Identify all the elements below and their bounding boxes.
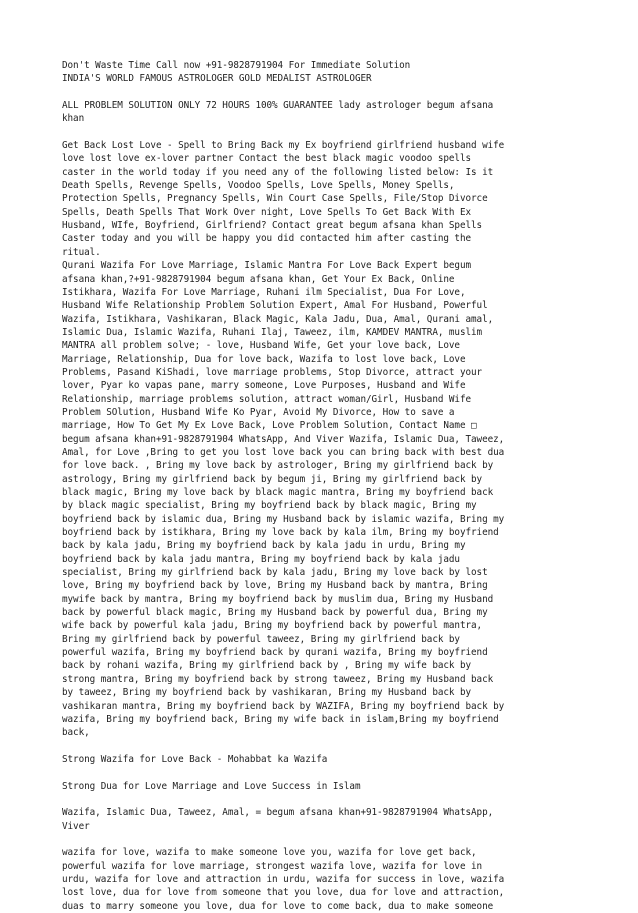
text-line: INDIA'S WORLD FAMOUS ASTROLOGER GOLD MEDALIST ASTROLOGER	[62, 73, 372, 85]
text-line: for love back. , Bring my love back by astrologer, Bring my girlfriend back by	[62, 460, 494, 472]
text-line: boyfriend back by istikhara, Bring my love back by kala ilm, Bring my boyfriend	[62, 527, 499, 539]
text-line: Problem SOlution, Husband Wife Ko Pyar, Avoid My Divorce, How to save a	[62, 406, 455, 418]
text-line: Wazifa, Islamic Dua, Taweez, Amal, = begum afsana khan+91-9828791904 WhatsApp,	[62, 807, 494, 819]
text-line: ALL PROBLEM SOLUTION ONLY 72 HOURS 100% GUARANTEE lady astrologer begum afsana	[62, 100, 494, 112]
text-line: MANTRA all problem solve; - love, Husband Wife, Get your love back, Love	[62, 340, 460, 352]
text-line: love, Bring my boyfriend back by love, Bring my Husband back by mantra, Bring	[62, 580, 488, 592]
text-line: Amal, for Love ,Bring to get you lost love back you can bring back with best dua	[62, 446, 505, 458]
text-line: begum afsana khan+91-9828791904 WhatsApp, And Viver Wazifa, Islamic Dua, Taweez,	[62, 433, 505, 445]
text-line: Bring my girlfriend back by powerful taweez, Bring my girlfriend back by	[62, 633, 460, 645]
text-line: afsana khan,?+91-9828791904 begum afsana khan, Get Your Ex Back, Online	[62, 273, 455, 285]
text-line: boyfriend back by islamic dua, Bring my Husband back by islamic wazifa, Bring my	[62, 513, 505, 525]
text-line: Husband Wife Relationship Problem Solution Expert, Amal For Husband, Powerful	[62, 300, 488, 312]
text-line: by taweez, Bring my boyfriend back by vashikaran, Bring my Husband back by	[62, 687, 472, 699]
text-line: wife back by powerful kala jadu, Bring my boyfriend back by powerful mantra,	[62, 620, 483, 632]
text-line: Viver	[62, 820, 90, 832]
text-line: astrology, Bring my girlfriend back by begum ji, Bring my girlfriend back by	[62, 473, 483, 485]
text-line: Don't Waste Time Call now +91-9828791904 For Immediate Solution	[62, 60, 411, 71]
text-line: Husband, WIfe, Boyfriend, Girlfriend? Contact great begum afsana khan Spells	[62, 220, 483, 232]
text-line: back by powerful black magic, Bring my Husband back by powerful dua, Bring my	[62, 607, 488, 619]
text-line: Get Back Lost Love - Spell to Bring Back my Ex boyfriend girlfriend husband wife	[62, 140, 505, 152]
text-line: Wazifa, Istikhara, Vashikaran, Black Magic, Kala Jadu, Dua, Amal, Qurani amal,	[62, 313, 494, 325]
text-line: lost love, dua for love from someone that you love, dua for love and attraction,	[62, 887, 505, 899]
text-line: specialist, Bring my girlfriend back by kala jadu, Bring my love back by lost	[62, 567, 488, 579]
text-line: duas to marry someone you love, dua for love to come back, dua to make someone	[62, 900, 494, 912]
text-line: Strong Dua for Love Marriage and Love Success in Islam	[62, 780, 361, 792]
text-line: Islamic Dua, Islamic Wazifa, Ruhani Ilaj, Taweez, ilm, KAMDEV MANTRA, muslim	[62, 326, 483, 338]
text-line: Protection Spells, Pregnancy Spells, Win Court Case Spells, File/Stop Divorce	[62, 193, 488, 205]
text-line: Caster today and you will be happy you did contacted him after casting the	[62, 233, 472, 245]
text-line: wazifa, Bring my boyfriend back, Bring my wife back in islam,Bring my boyfriend	[62, 713, 499, 725]
text-line: back by rohani wazifa, Bring my girlfriend back by , Bring my wife back by	[62, 660, 472, 672]
text-line: Relationship, marriage problems solution, attract woman/Girl, Husband Wife	[62, 393, 472, 405]
paragraph-strong-dua	[62, 780, 580, 793]
paragraph-contact	[62, 806, 580, 833]
text-line: boyfriend back by kala jadu mantra, Bring my boyfriend back by kala jadu	[62, 553, 460, 565]
text-line: Strong Wazifa for Love Back - Mohabbat ka Wazifa	[62, 753, 328, 765]
text-line: urdu, wazifa for love and attraction in urdu, wazifa for success in love, wazifa	[62, 873, 505, 885]
paragraph-header	[62, 59, 580, 86]
text-line: by black magic specialist, Bring my boyfriend back by black magic, Bring my	[62, 500, 477, 512]
paragraph-strong-wazifa	[62, 753, 580, 766]
text-line: back,	[62, 727, 90, 739]
text-line: strong mantra, Bring my boyfriend back by strong taweez, Bring my Husband back	[62, 673, 494, 685]
text-line: powerful wazifa for love marriage, strongest wazifa love, wazifa for love in	[62, 860, 483, 872]
text-line: Istikhara, Wazifa For Love Marriage, Ruhani ilm Specialist, Dua For Love,	[62, 286, 466, 298]
text-line: black magic, Bring my love back by black magic mantra, Bring my boyfriend back	[62, 487, 494, 498]
text-line: Spells, Death Spells That Work Over night, Love Spells To Get Back With Ex	[62, 206, 472, 218]
paragraph-guarantee	[62, 99, 580, 126]
paragraph-get-back-lost-love	[62, 139, 580, 739]
text-line: Marriage, Relationship, Dua for love back, Wazifa to lost love back, Love	[62, 353, 466, 365]
text-line: back by kala jadu, Bring my boyfriend back by kala jadu in urdu, Bring my	[62, 540, 466, 552]
text-line: love lost love ex-lover partner Contact the best black magic voodoo spells	[62, 153, 472, 165]
text-line: wazifa for love, wazifa to make someone love you, wazifa for love get back,	[62, 847, 477, 859]
text-line: mywife back by mantra, Bring my boyfriend back by muslim dua, Bring my Husband	[62, 593, 494, 605]
text-line: vashikaran mantra, Bring my boyfriend back by WAZIFA, Bring my boyfriend back by	[62, 700, 505, 712]
text-line: Qurani Wazifa For Love Marriage, Islamic Mantra For Love Back Expert begum	[62, 260, 472, 272]
text-line: powerful wazifa, Bring my boyfriend back by qurani wazifa, Bring my boyfriend	[62, 647, 488, 659]
text-line: Problems, Pasand KiShadi, love marriage problems, Stop Divorce, attract your	[62, 366, 483, 378]
text-line: Death Spells, Revenge Spells, Voodoo Spells, Love Spells, Money Spells,	[62, 180, 455, 192]
text-line: marriage, How To Get My Ex Love Back, Love Problem Solution, Contact Name □	[62, 420, 477, 432]
document-page	[62, 59, 580, 913]
text-line: caster in the world today if you need any of the following listed below: Is it	[62, 166, 494, 178]
text-line: lover, Pyar ko vapas pane, marry someone, Love Purposes, Husband and Wife	[62, 380, 466, 392]
text-line: khan	[62, 113, 85, 125]
text-line: ritual.	[62, 246, 101, 258]
